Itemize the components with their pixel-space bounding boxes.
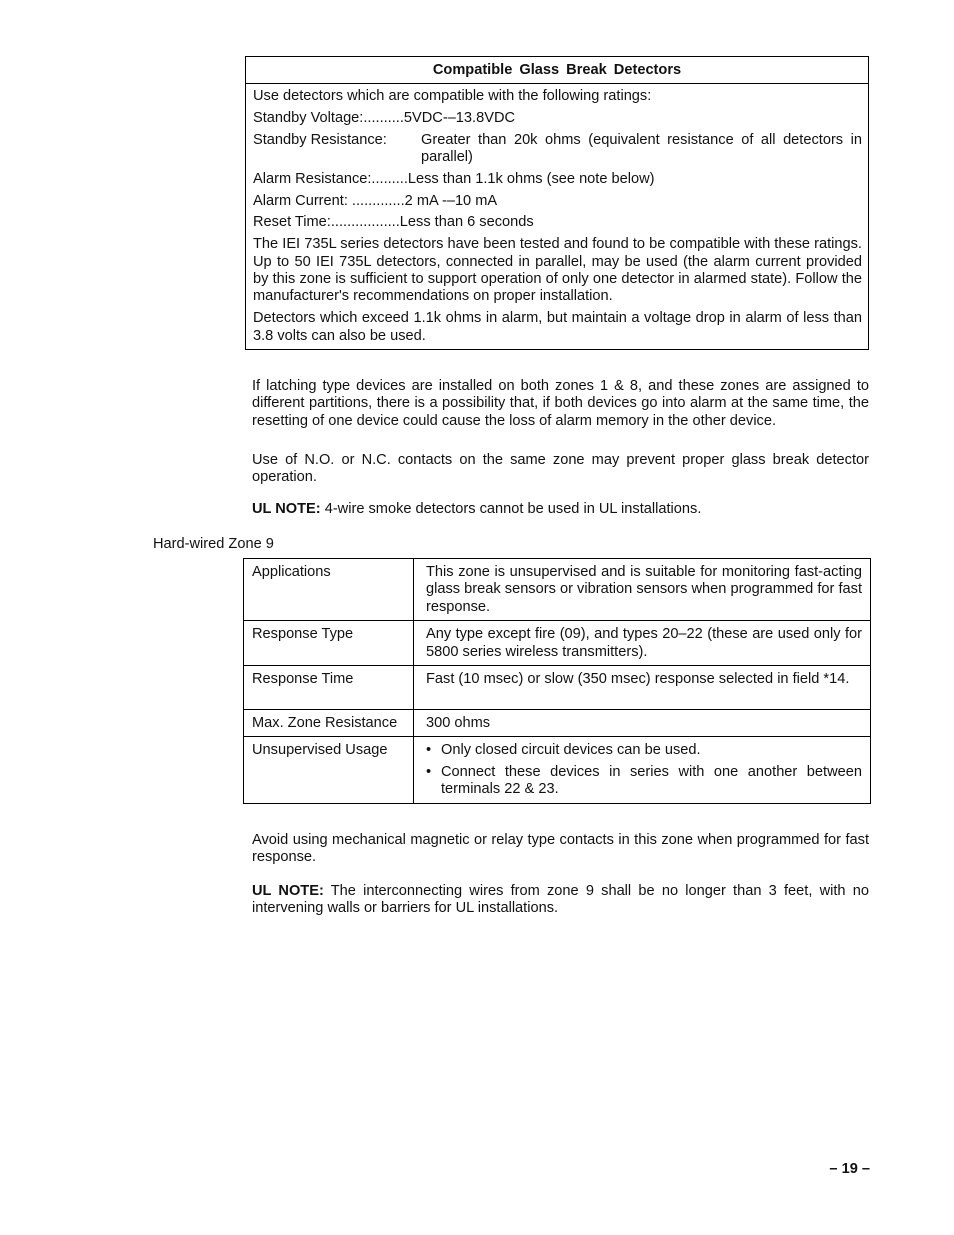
rating-label: Alarm Current: ............. xyxy=(253,192,405,209)
rating-standby-resistance xyxy=(253,132,862,167)
rating-reset-time xyxy=(253,214,862,231)
glass-break-intro: Use detectors which are compatible with the following ratings: xyxy=(253,88,652,104)
rating-value: Less than 1.1k ohms (see note below) xyxy=(407,170,655,187)
zone9-heading: Hard-wired Zone 9 xyxy=(153,536,274,552)
bullet-icon: • xyxy=(426,742,432,759)
ul-note-zone9 xyxy=(252,883,869,918)
row-value: This zone is unsupervised and is suitable for monitoring fast-acting glass break sensors or vibration sensors when programmed for fast response. xyxy=(414,559,871,621)
rating-value: 5VDC-–13.8VDC xyxy=(403,109,516,126)
contacts-paragraph: Use of N.O. or N.C. contacts on the same zone may prevent proper glass break detector operation. xyxy=(252,452,869,486)
row-label: Response Time xyxy=(244,666,414,710)
row-label: Unsupervised Usage xyxy=(244,737,414,803)
list-item: • Connect these devices in series with one another between terminals 22 & 23. xyxy=(426,763,862,798)
ul-note-text: The interconnecting wires from zone 9 shall be no longer than 3 feet, with no intervening walls or barriers for UL installations. xyxy=(252,883,869,917)
table-row xyxy=(244,666,871,710)
latching-paragraph: If latching type devices are installed on both zones 1 & 8, and these zones are assigned to different partitions, there is a possibility that, if both devices go into alarm at the same time, the resetting of one device could cause the loss of alarm memory in the other device. xyxy=(252,378,869,429)
rating-value: Greater than 20k ohms (equivalent resistance of all detectors in parallel) xyxy=(421,131,862,165)
ul-note-label: UL NOTE: xyxy=(252,883,324,899)
row-value xyxy=(414,737,871,803)
table-row xyxy=(244,559,871,621)
ul-note-label: UL NOTE: xyxy=(252,501,321,517)
rating-value: 2 mA -–10 mA xyxy=(404,192,498,209)
glass-break-paragraph: Detectors which exceed 1.1k ohms in alarm, but maintain a voltage drop in alarm of less than 3.8 volts can also be used. xyxy=(253,310,862,344)
rating-value: Less than 6 seconds xyxy=(399,214,534,231)
glass-break-paragraph: The IEI 735L series detectors have been tested and found to be compatible with these ratings. Up to 50 IEI 735L detectors, connected in parallel, may be used (the alarm current provided by this zone is sufficient to support operation of only one detector in alarmed state). Follow the manufacturer's recommendations on proper installation. xyxy=(253,236,862,305)
table-row xyxy=(244,737,871,803)
row-label: Response Type xyxy=(244,621,414,666)
row-value: Fast (10 msec) or slow (350 msec) response selected in field *14. xyxy=(414,666,871,710)
zone9-table xyxy=(243,558,871,804)
rating-label: Standby Resistance: xyxy=(253,131,387,148)
glass-break-title: Compatible Glass Break Detectors xyxy=(246,57,868,84)
rating-label: Standby Voltage:.......... xyxy=(253,109,404,126)
page-number: – 19 – xyxy=(829,1161,870,1177)
row-label: Applications xyxy=(244,559,414,621)
row-value: 300 ohms xyxy=(414,710,871,737)
ul-note-text: 4-wire smoke detectors cannot be used in UL installations. xyxy=(320,501,702,517)
bullet-icon: • xyxy=(426,763,432,780)
rating-standby-voltage xyxy=(253,110,862,127)
rating-label: Alarm Resistance:......... xyxy=(253,170,408,187)
rating-alarm-resistance xyxy=(253,171,862,188)
list-item: • Only closed circuit devices can be used. xyxy=(426,742,701,759)
glass-break-box xyxy=(245,56,869,350)
contacts-warning: Avoid using mechanical magnetic or relay type contacts in this zone when programmed for fast response. xyxy=(252,832,869,866)
glass-break-body xyxy=(246,84,868,349)
row-label: Max. Zone Resistance xyxy=(244,710,414,737)
table-row xyxy=(244,710,871,737)
row-value: Any type except fire (09), and types 20–22 (these are used only for 5800 series wireless transmitters). xyxy=(414,621,871,666)
table-row xyxy=(244,621,871,666)
rating-label: Reset Time:................. xyxy=(253,214,400,231)
rating-alarm-current xyxy=(253,193,862,210)
ul-note xyxy=(252,501,869,518)
